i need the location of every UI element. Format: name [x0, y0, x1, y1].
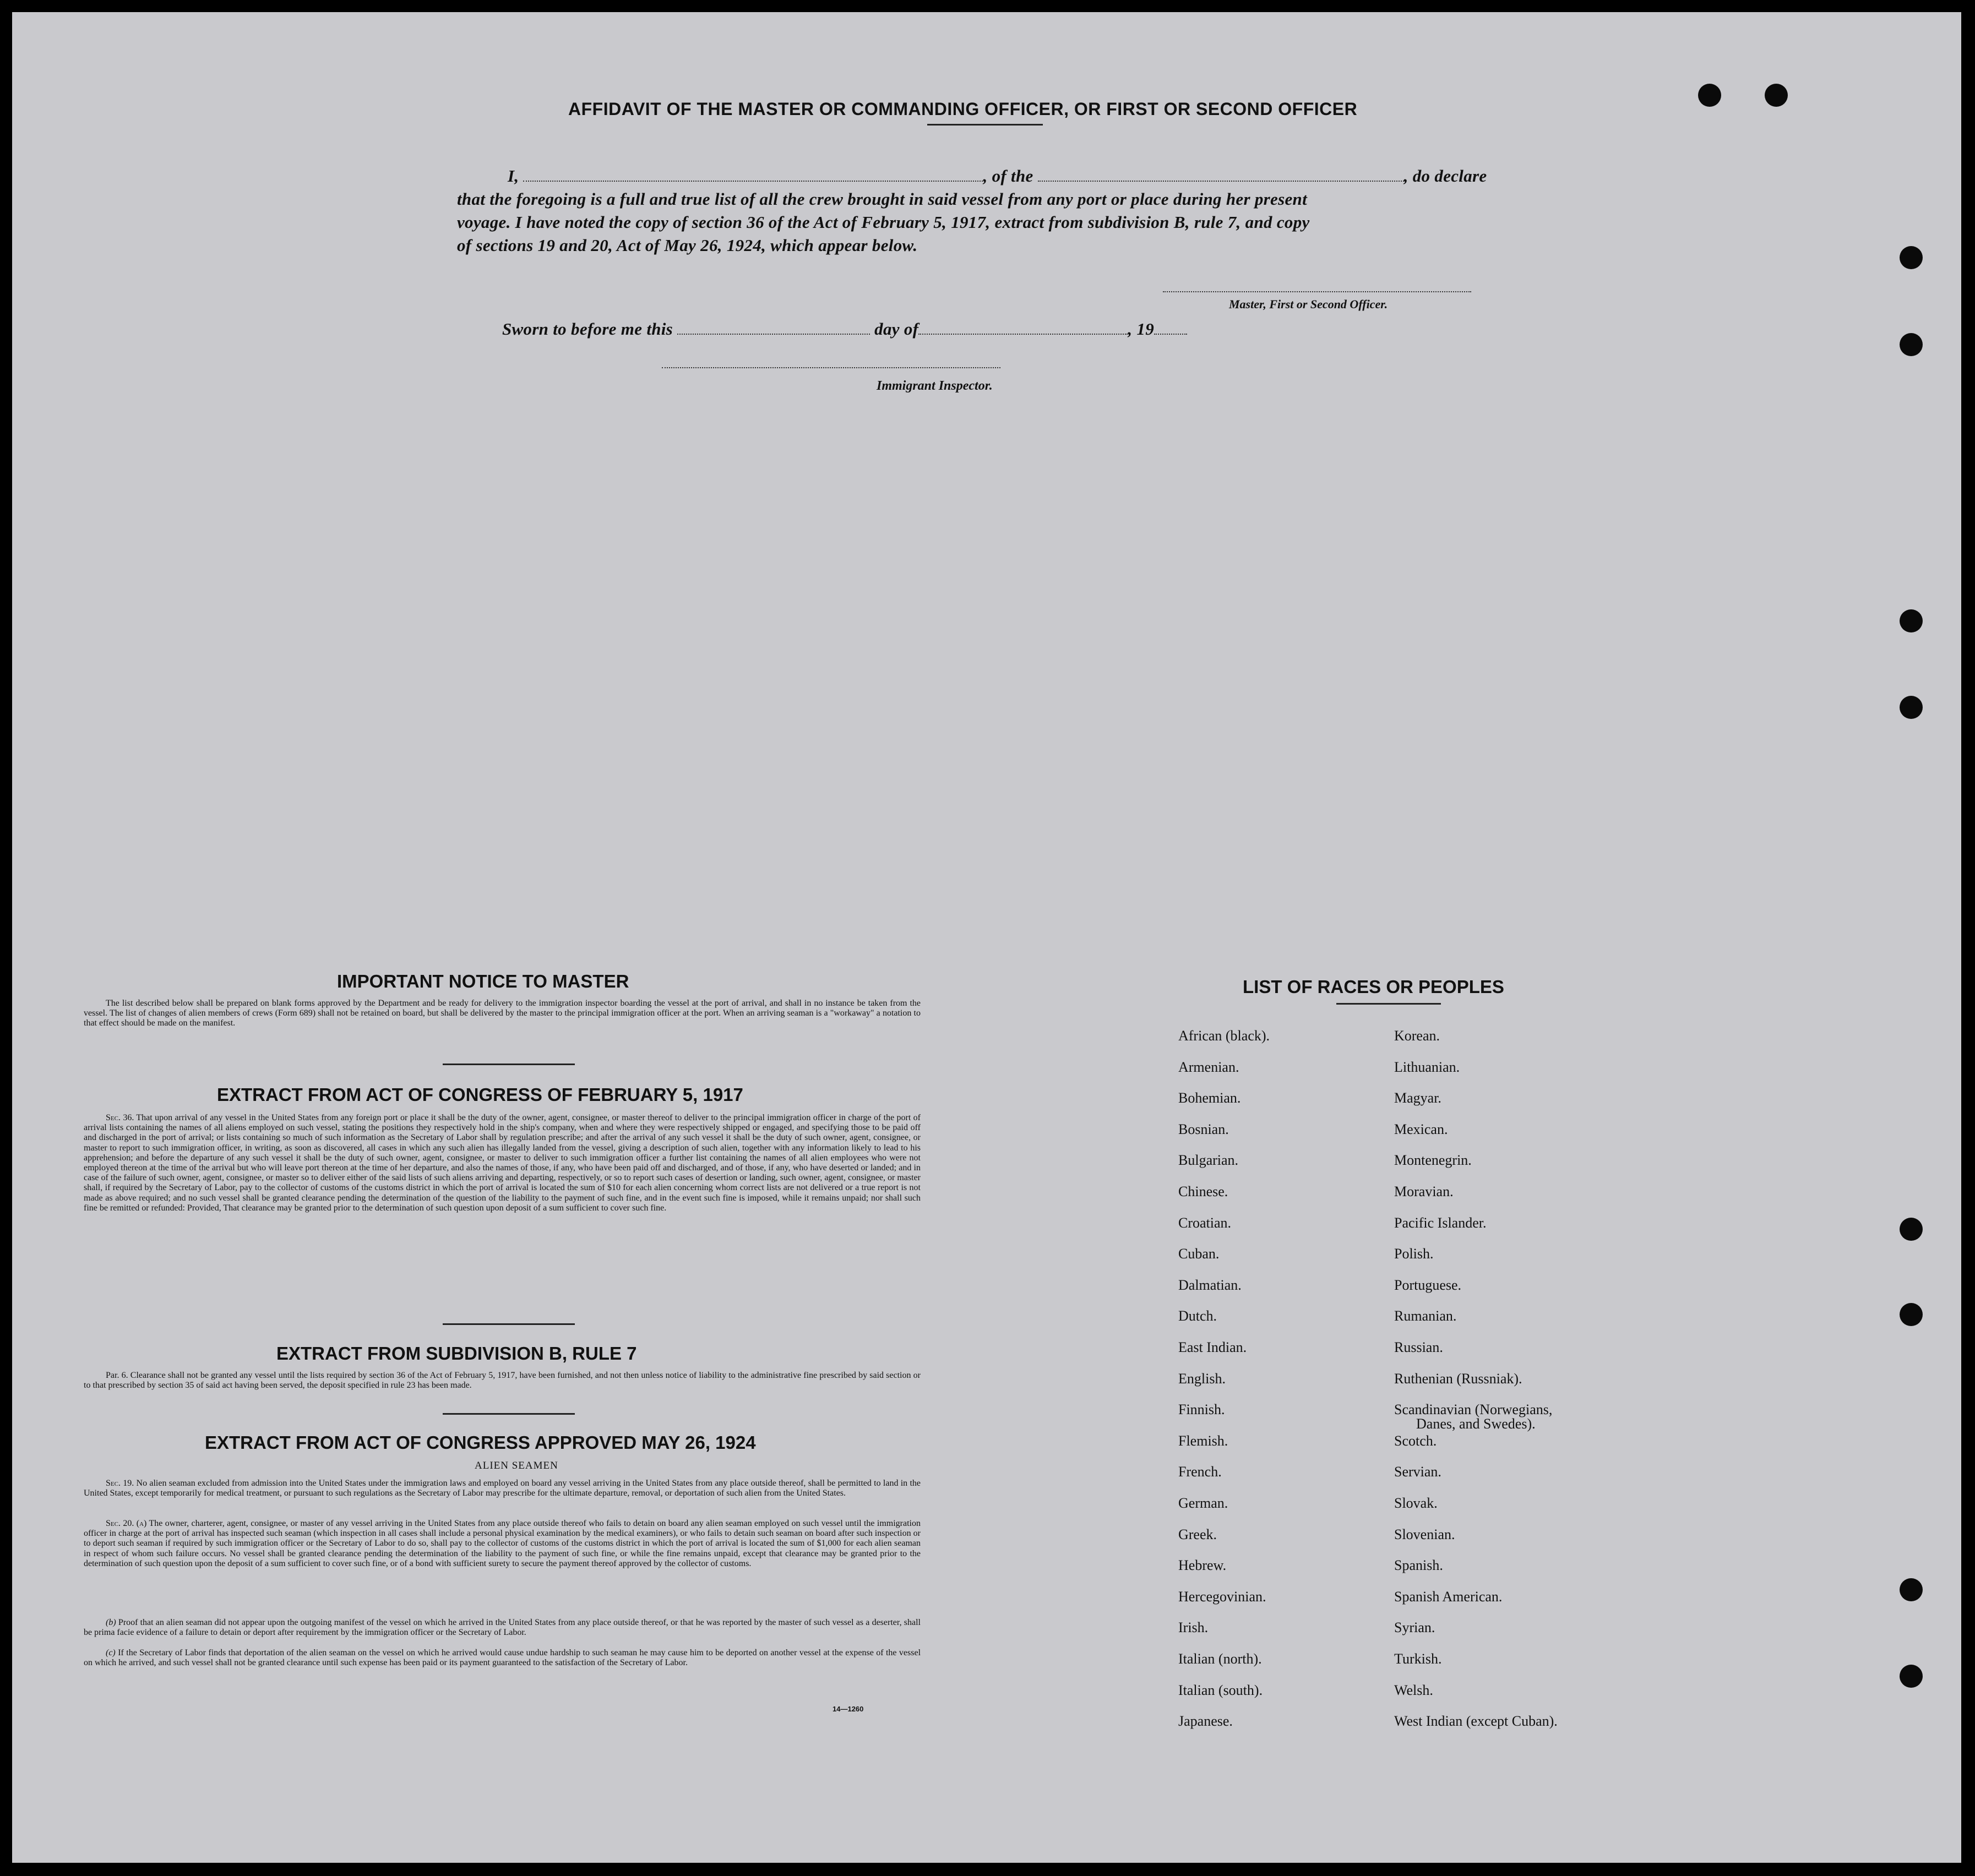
race-item: German.: [1178, 1495, 1228, 1511]
alien-seamen-subtitle: ALIEN SEAMEN: [475, 1460, 558, 1471]
sec20b-label: (b): [106, 1618, 116, 1627]
declaration-line-1: [508, 166, 1487, 186]
race-item: Moravian.: [1394, 1184, 1454, 1199]
extract-1917-title: EXTRACT FROM ACT OF CONGRESS OF FEBRUARY 5, 1917: [217, 1084, 743, 1105]
master-signature-label: Master, First or Second Officer.: [1229, 297, 1388, 311]
race-item: Bohemian.: [1178, 1090, 1241, 1106]
sec36-label: Sec. 36.: [106, 1113, 134, 1122]
declaration-line-4: of sections 19 and 20, Act of May 26, 1924, which appear below.: [457, 236, 918, 255]
races-title: LIST OF RACES OR PEOPLES: [1243, 977, 1504, 997]
inspector-signature-label: Immigrant Inspector.: [877, 379, 993, 393]
punch-hole: [1900, 246, 1923, 269]
sec20a-text: The owner, charterer, agent, consignee, or master of any vessel arriving in the United States from any place outside thereof who fails to detain on board any alien seaman employed on such vessel until the immigration officer in charge at the port of arrival has inspected such seaman (which inspection in all cases shall include a personal physical examination by the medical examiners), or who fails to detain such seaman on board after such inspection or to deport such seaman if required by such immigration officer or the Secretary of Labor to do so, shall pay to the collector of customs of the customs district in which the port of arrival is located the sum of $1,000 for each alien seaman in respect of whom such failure occurs. No vessel shall be granted clearance pending the determination of the liability to the payment of such fine, or while the fine remains unpaid, except that clearance may be granted prior to the determination of such question upon the deposit of a sum sufficient to cover such fine, or of a bond with sufficient surety to secure the payment thereof approved by the collector of customs.: [84, 1519, 921, 1568]
races-divider: [1336, 1003, 1441, 1005]
race-item: Ruthenian (Russniak).: [1394, 1370, 1522, 1387]
race-item: Mexican.: [1394, 1121, 1448, 1137]
race-item: Scotch.: [1394, 1432, 1437, 1449]
rule7-title: EXTRACT FROM SUBDIVISION B, RULE 7: [276, 1343, 637, 1364]
punch-hole: [1900, 333, 1923, 356]
year-label: , 19: [1128, 319, 1155, 339]
declaration-line-3: voyage. I have noted the copy of section 36 of the Act of February 5, 1917, extract from subdivision B, rule 7, and copy: [457, 212, 1310, 232]
race-item: Spanish.: [1394, 1557, 1443, 1574]
race-item: Spanish American.: [1394, 1588, 1503, 1605]
punch-hole: [1765, 84, 1788, 107]
race-item: Armenian.: [1178, 1059, 1239, 1075]
vessel-label: , of the: [983, 166, 1033, 186]
extract-1924-title: EXTRACT FROM ACT OF CONGRESS APPROVED MAY 26, 1924: [205, 1432, 756, 1453]
race-item: Slovak.: [1394, 1495, 1438, 1511]
race-item: Bosnian.: [1178, 1121, 1229, 1137]
vessel-name-field[interactable]: [1038, 168, 1404, 182]
race-item: Welsh.: [1394, 1682, 1433, 1698]
inspector-signature-line[interactable]: [662, 367, 1000, 368]
punch-hole: [1900, 696, 1923, 719]
race-item: Finnish.: [1178, 1401, 1225, 1418]
sec20c-body: [84, 1648, 921, 1668]
race-item: Russian.: [1394, 1339, 1443, 1355]
sec36-text: That upon arrival of any vessel in the United States from any foreign port or place it shall be the duty of the owner, agent, consignee, or master thereof to deliver to the principal immigration officer in charge of the port of arrival lists containing the names of all aliens employed on such vessel, stating the positions they respectively hold in the ship's company, when and where they were respectively shipped or engaged, and specifying those to be paid off and discharged in the port of arrival; or lists containing so much of such information as the Secretary of Labor shall by regulation prescribe; and after the arrival of any such vessel it shall be the duty of such owner, agent, consignee, or master to report to such immigration officer, in writing, as soon as discovered, all cases in which any such alien has illegally landed from the vessel, giving a description of such alien, together with any information likely to lead to his apprehension; and before the departure of any such vessel it shall be the duty of such owner, agent, consignee, or master to deliver to such immigration officer a further list containing the names of all alien employees who were not employed thereon at the time of the arrival but who will leave port thereon at the time of her departure, and also the names of those, if any, who have been paid off and discharged, and of those, if any, who have deserted or landed; and in case of the failure of such owner, agent, consignee, or master so to deliver either of the said lists of such aliens arriving and departing, respectively, or so to report such cases of desertion or landing, such owner, agent, consignee, or master shall, if required by the Secretary of Labor, pay to the collector of customs of the customs district in which the port of arrival is located the sum of $10 for each alien concerning whom correct lists are not delivered or a true report is not made as above required; and no such vessel shall be granted clearance pending the determination of the question of the liability to the payment of such fine, and in the event such fine is imposed, while it remains unpaid; nor shall such fine be remitted or refunded: Provided, That clearance may be granted prior to the determination of such question upon deposit of a sum sufficient to cover such fine.: [84, 1113, 921, 1213]
race-item: African (black).: [1178, 1028, 1270, 1044]
race-item: Croatian.: [1178, 1214, 1232, 1231]
sec20c-text: If the Secretary of Labor finds that deportation of the alien seaman on the vessel on which he arrived would cause undue hardship to such seaman he may cause him to be deported on another vessel at the expense of the vessel on which he arrived, and such vessel shall not be granted clearance until such expense has been paid or its payment guaranteed to the satisfaction of the Secretary of Labor.: [84, 1648, 921, 1668]
sworn-line: [502, 319, 1187, 339]
affidavit-title: AFFIDAVIT OF THE MASTER OR COMMANDING OFFICER, OR FIRST OR SECOND OFFICER: [568, 99, 1358, 119]
race-item: Italian (south).: [1178, 1682, 1263, 1698]
sworn-label: Sworn to before me this: [502, 319, 673, 339]
race-item: Korean.: [1394, 1028, 1440, 1044]
declarant-label: I,: [508, 166, 519, 186]
notice-divider: [443, 1064, 575, 1065]
race-item: Pacific Islander.: [1394, 1214, 1487, 1231]
sworn-day-field[interactable]: [677, 321, 870, 335]
race-item: Greek.: [1178, 1526, 1217, 1542]
extract-1917-body: [84, 1113, 921, 1213]
declaration-line-2: that the foregoing is a full and true list of all the crew brought in said vessel from any port or place during her present: [457, 189, 1307, 209]
race-item: Dutch.: [1178, 1308, 1217, 1324]
notice-title: IMPORTANT NOTICE TO MASTER: [337, 971, 629, 991]
race-item: West Indian (except Cuban).: [1394, 1713, 1558, 1730]
sec20b-body: [84, 1618, 921, 1638]
race-item: Flemish.: [1178, 1432, 1228, 1449]
sec20c-label: (c): [106, 1648, 116, 1657]
race-item: East Indian.: [1178, 1339, 1247, 1355]
race-item: Dalmatian.: [1178, 1277, 1242, 1293]
race-item: Scandinavian (Norwegians,: [1394, 1401, 1553, 1418]
race-item: Montenegrin.: [1394, 1152, 1472, 1169]
declarant-name-field[interactable]: [523, 168, 983, 182]
race-item: Polish.: [1394, 1246, 1434, 1262]
master-signature-line[interactable]: [1163, 291, 1471, 292]
race-item: Portuguese.: [1394, 1277, 1462, 1293]
rule7-divider: [443, 1413, 575, 1415]
rule7-body: Par. 6. Clearance shall not be granted any vessel until the lists required by section 36 of the Act of February 5, 1917, have been furnished, and not then unless notice of liability to the administrative fine prescribed by said section or to that prescribed by section 35 of said act having been served, the deposit specified in rule 23 has been made.: [84, 1371, 921, 1390]
race-item: Japanese.: [1178, 1713, 1233, 1730]
punch-hole: [1900, 1578, 1923, 1601]
punch-hole: [1698, 84, 1721, 107]
sec20b-text: Proof that an alien seaman did not appear upon the outgoing manifest of the vessel on which he arrived in the United States from any place outside thereof, or that he was reported by the master of such vessel as a deserter, shall be prima facie evidence of a failure to detain or deport after requirement by the immigration officer or the Secretary of Labor.: [84, 1618, 921, 1638]
race-item: Danes, and Swedes).: [1416, 1416, 1536, 1432]
race-item: Italian (north).: [1178, 1651, 1262, 1667]
race-item: Chinese.: [1178, 1184, 1228, 1199]
race-item: Hercegovinian.: [1178, 1588, 1266, 1605]
declare-label: , do declare: [1403, 166, 1487, 186]
race-item: Rumanian.: [1394, 1308, 1457, 1324]
race-item: Cuban.: [1178, 1246, 1220, 1262]
race-item: Irish.: [1178, 1619, 1209, 1636]
notice-body: The list described below shall be prepared on blank forms approved by the Department and be ready for delivery to the immigration inspector boarding the vessel at the port of arrival, and shall in no instance be taken from the vessel. The list of changes of alien members of crews (Form 689) shall not be retained on board, but shall be delivered by the master to the principal immigration officer at the port. When an arriving seaman is a "workaway" a notation to that effect should be made on the manifest.: [84, 999, 921, 1028]
race-item: Lithuanian.: [1394, 1059, 1460, 1075]
title-divider: [927, 124, 1043, 126]
form-number: 14—1260: [833, 1705, 864, 1713]
race-item: Slovenian.: [1394, 1526, 1455, 1542]
sec20-label: Sec. 20. (a): [106, 1519, 147, 1528]
race-item: Bulgarian.: [1178, 1152, 1239, 1169]
punch-hole: [1900, 1665, 1923, 1688]
document-page: [12, 12, 1961, 1863]
sec19-body: [84, 1479, 921, 1498]
sec19-text: No alien seaman excluded from admission into the United States under the immigration laws and employed on board any vessel arriving in the United States from any place outside thereof, shall be permitted to land in the United States, except temporarily for medical treatment, or pursuant to such regulations as the Secretary of Labor may prescribe for the ultimate departure, removal, or deportation of such alien from the United States.: [84, 1479, 921, 1498]
sec19-label: Sec. 19.: [106, 1479, 134, 1488]
day-of-label: day of: [874, 319, 919, 339]
punch-hole: [1900, 1218, 1923, 1241]
sec20a-body: [84, 1519, 921, 1569]
race-item: Hebrew.: [1178, 1557, 1227, 1574]
extract-1917-divider: [443, 1323, 575, 1325]
sworn-year-field[interactable]: [1154, 321, 1187, 335]
punch-hole: [1900, 609, 1923, 632]
race-item: Syrian.: [1394, 1619, 1435, 1636]
race-item: French.: [1178, 1464, 1222, 1480]
punch-hole: [1900, 1303, 1923, 1326]
race-item: Magyar.: [1394, 1090, 1441, 1106]
race-item: Turkish.: [1394, 1651, 1442, 1667]
race-item: Servian.: [1394, 1464, 1441, 1480]
sworn-month-field[interactable]: [918, 321, 1128, 335]
race-item: English.: [1178, 1370, 1226, 1387]
